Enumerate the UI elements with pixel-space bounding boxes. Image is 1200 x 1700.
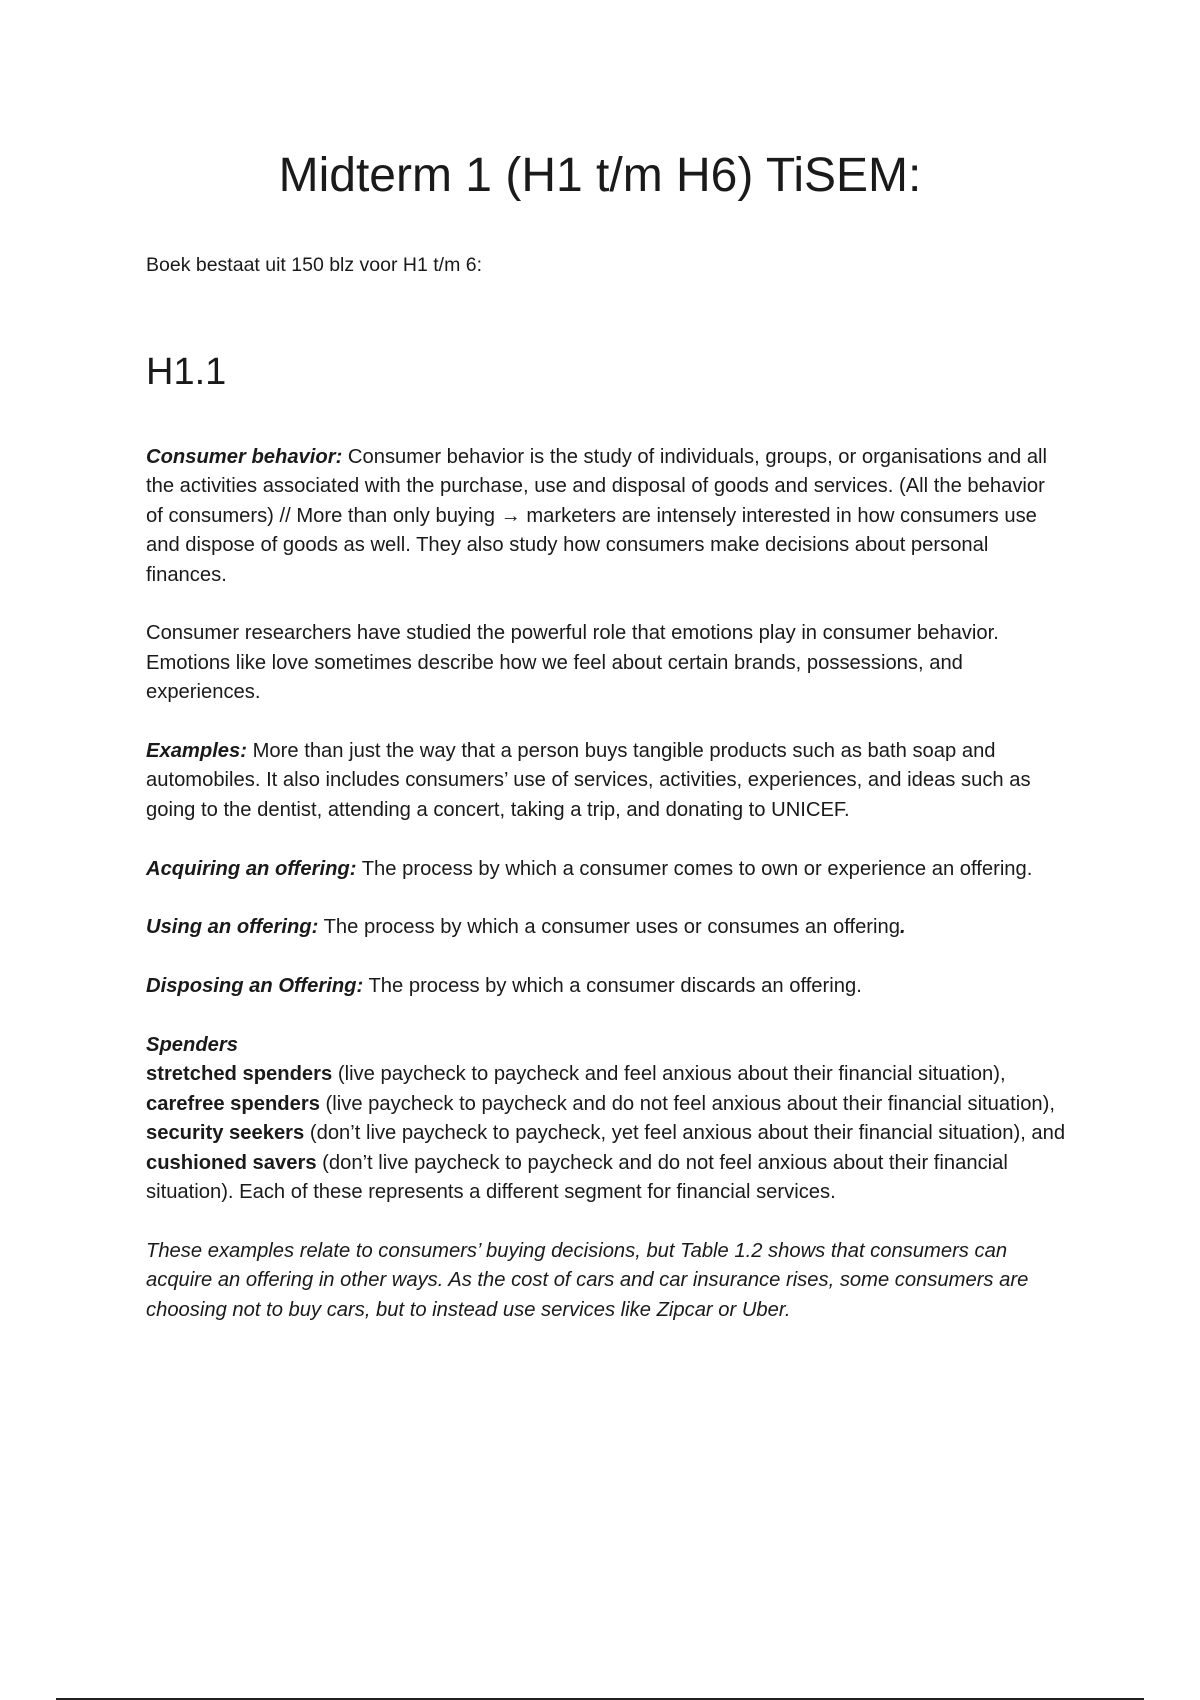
definition-acquiring: The process by which a consumer comes to own or experience an offering. [356,857,1033,880]
desc-cushioned-savers: (don’t live paycheck to paycheck and do not feel anxious about their financial situation). Each of these represents a different segment for financial services. [146,1151,1008,1204]
desc-security-seekers: (don’t live paycheck to paycheck, yet feel anxious about their financial situation), and [304,1122,1066,1145]
definition-using-end: . [899,916,906,939]
paragraph-examples [146,737,1066,825]
paragraph-acquiring [146,855,1066,884]
intro-text: Boek bestaat uit 150 blz voor H1 t/m 6: [146,254,483,276]
section-heading: H1.1 [146,351,227,393]
term-examples: Examples: [146,740,247,763]
paragraph-disposing [146,972,1066,1001]
desc-carefree-spenders: (live paycheck to paycheck and do not feel anxious about their financial situation), [319,1092,1055,1115]
term-cushioned-savers: cushioned savers [146,1151,317,1174]
desc-stretched-spenders: (live paycheck to paycheck and feel anxious about their financial situation), [332,1063,1006,1086]
term-security-seekers: security seekers [146,1122,305,1145]
paragraph-closing [146,1237,1066,1325]
definition-consumer-behavior: Consumer behavior is the study of individuals, groups, or organisations and all the activities associated with the purchase, use and disposal of goods and services. (All the behavior of consumers) // More than only buying → marketers are intensely interested in how consumers use and dispose of goods as well. They also study how consumers make decisions about personal finances. [146,446,1048,586]
definition-examples: More than just the way that a person buys tangible products such as bath soap and automobiles. It also includes consumers’ use of services, activities, experiences, and ideas such as going to the dentist, attending a concert, taking a trip, and donating to UNICEF. [146,740,1031,821]
term-disposing: Disposing an Offering: [146,975,364,998]
paragraph-consumer-behavior [146,443,1066,590]
term-using: Using an offering: [146,916,319,939]
emotions-text: Consumer researchers have studied the powerful role that emotions play in consumer behavior. Emotions like love sometimes describe how we feel about certain brands, possessions, and experiences. [146,622,999,704]
closing-text: These examples relate to consumers’ buying decisions, but Table 1.2 shows that consumers can acquire an offering in other ways. As the cost of cars and car insurance rises, some consumers are choosing not to buy cars, but to instead use services like Zipcar or Uber. [146,1239,1029,1321]
term-carefree-spenders: carefree spenders [146,1092,320,1115]
page-title: Midterm 1 (H1 t/m H6) TiSEM: [278,149,922,202]
section-body [146,443,1066,1354]
term-stretched-spenders: stretched spenders [146,1063,333,1086]
spenders-heading: Spenders [146,1034,238,1057]
paragraph-using [146,913,1066,942]
paragraph-spenders [146,1031,1066,1207]
definition-disposing: The process by which a consumer discards an offering. [363,975,862,998]
definition-using: The process by which a consumer uses or consumes an offering [318,916,900,939]
term-acquiring: Acquiring an offering: [146,857,357,880]
paragraph-emotions [146,619,1066,707]
term-consumer-behavior: Consumer behavior: [146,446,343,468]
